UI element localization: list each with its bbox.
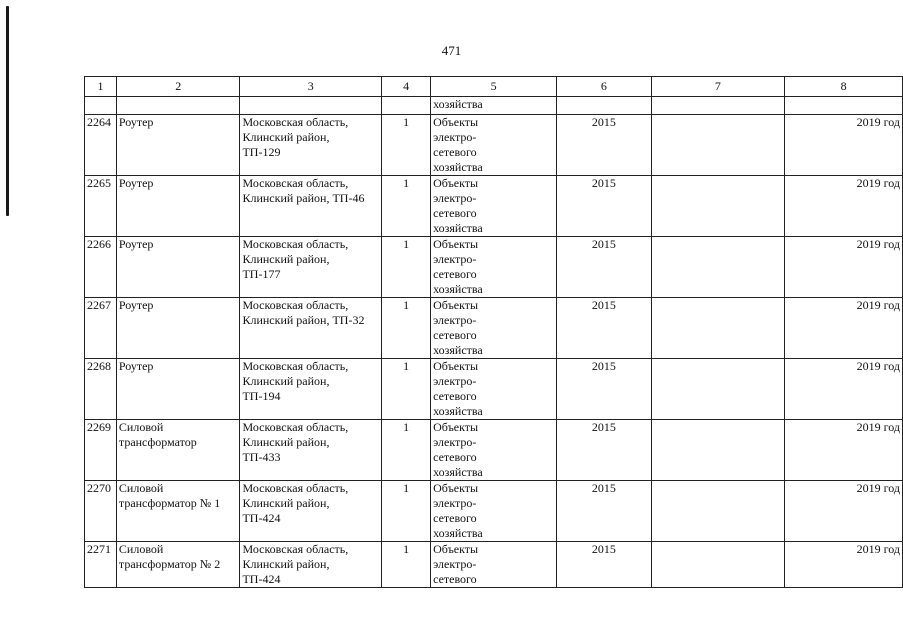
empty-cell — [651, 115, 785, 176]
date-cell: 2019 год — [785, 298, 903, 359]
cell-line: электро- — [433, 252, 477, 266]
row-number-cell: 2267 — [85, 298, 117, 359]
table-row — [85, 481, 903, 542]
column-header: 7 — [651, 77, 785, 97]
date-cell: 2019 год — [785, 115, 903, 176]
cell-line: хозяйства — [433, 97, 483, 111]
table-row — [85, 176, 903, 237]
cell-line: электро- — [433, 496, 477, 510]
column-header: 4 — [382, 77, 431, 97]
cell-line: хозяйства — [433, 282, 483, 296]
cell-line: Московская область, — [242, 481, 349, 495]
quantity-cell: 1 — [382, 481, 431, 542]
row-number-cell: 2269 — [85, 420, 117, 481]
cell-line: сетевого — [433, 145, 477, 159]
row-number-cell: 2268 — [85, 359, 117, 420]
cell-line: Силовой — [118, 542, 164, 556]
row-number-cell: 2270 — [85, 481, 117, 542]
category-cell — [431, 298, 557, 359]
cell-line: Объекты — [433, 359, 479, 373]
cell-line: Клинский район, — [242, 130, 330, 144]
quantity-cell: 1 — [382, 542, 431, 588]
cell-line: Московская область, — [242, 237, 349, 251]
cell-line: Объекты — [433, 115, 479, 129]
cell-line: Роутер — [118, 298, 154, 312]
date-cell: 2019 год — [785, 176, 903, 237]
cell-line: ТП-424 — [242, 511, 281, 525]
year-cell: 2015 — [557, 237, 651, 298]
cell-line: хозяйства — [433, 221, 483, 235]
year-cell: 2015 — [557, 420, 651, 481]
column-header: 8 — [785, 77, 903, 97]
cell-line: Клинский район, — [242, 252, 330, 266]
table-cell — [240, 97, 382, 115]
cell-line: Объекты — [433, 542, 479, 556]
category-cell — [431, 359, 557, 420]
address-cell — [240, 115, 382, 176]
cell-line: Клинский район, ТП-46 — [242, 191, 365, 205]
column-header: 6 — [557, 77, 651, 97]
cell-line: Клинский район, — [242, 374, 330, 388]
cell-line: Силовой — [118, 481, 164, 495]
address-cell — [240, 176, 382, 237]
year-cell: 2015 — [557, 481, 651, 542]
cell-line: ТП-194 — [242, 389, 281, 403]
item-name-cell — [116, 420, 240, 481]
item-name-cell — [116, 542, 240, 588]
table-row — [85, 237, 903, 298]
cell-line: Клинский район, ТП-32 — [242, 313, 365, 327]
date-cell: 2019 год — [785, 542, 903, 588]
empty-cell — [651, 481, 785, 542]
cell-line: трансформатор № 1 — [118, 496, 221, 510]
cell-line: электро- — [433, 374, 477, 388]
table-cell — [382, 97, 431, 115]
year-cell: 2015 — [557, 176, 651, 237]
cell-line: ТП-129 — [242, 145, 281, 159]
empty-cell — [651, 542, 785, 588]
category-cell — [431, 97, 557, 115]
row-number-cell: 2264 — [85, 115, 117, 176]
cell-line: электро- — [433, 557, 477, 571]
item-name-cell — [116, 176, 240, 237]
item-name-cell — [116, 115, 240, 176]
quantity-cell: 1 — [382, 115, 431, 176]
cell-line: Московская область, — [242, 420, 349, 434]
cell-line: трансформатор № 2 — [118, 557, 221, 571]
column-header: 3 — [240, 77, 382, 97]
category-cell — [431, 481, 557, 542]
cell-line: Роутер — [118, 359, 154, 373]
quantity-cell: 1 — [382, 298, 431, 359]
year-cell: 2015 — [557, 359, 651, 420]
cell-line: электро- — [433, 435, 477, 449]
table-header-row — [85, 77, 903, 97]
table-cell — [85, 97, 117, 115]
column-header: 2 — [116, 77, 240, 97]
date-cell: 2019 год — [785, 420, 903, 481]
cell-line: сетевого — [433, 511, 477, 525]
cell-line: ТП-433 — [242, 450, 281, 464]
cell-line: хозяйства — [433, 343, 483, 357]
item-name-cell — [116, 481, 240, 542]
address-cell — [240, 481, 382, 542]
cell-line: Силовой — [118, 420, 164, 434]
category-cell — [431, 176, 557, 237]
category-cell — [431, 237, 557, 298]
row-number-cell: 2271 — [85, 542, 117, 588]
cell-line: ТП-177 — [242, 267, 281, 281]
table-row — [85, 542, 903, 588]
item-name-cell — [116, 359, 240, 420]
cell-line: сетевого — [433, 572, 477, 586]
cell-line: сетевого — [433, 267, 477, 281]
cell-line: Клинский район, — [242, 435, 330, 449]
quantity-cell: 1 — [382, 176, 431, 237]
column-header: 1 — [85, 77, 117, 97]
cell-line: сетевого — [433, 206, 477, 220]
cell-line: трансформатор — [118, 435, 197, 449]
empty-cell — [651, 176, 785, 237]
address-cell — [240, 420, 382, 481]
date-cell: 2019 год — [785, 237, 903, 298]
category-cell — [431, 115, 557, 176]
category-cell — [431, 420, 557, 481]
date-cell: 2019 год — [785, 481, 903, 542]
year-cell: 2015 — [557, 542, 651, 588]
cell-line: Московская область, — [242, 359, 349, 373]
item-name-cell — [116, 237, 240, 298]
cell-line: Московская область, — [242, 542, 349, 556]
row-number-cell: 2266 — [85, 237, 117, 298]
asset-table — [84, 76, 903, 588]
table-cell — [651, 97, 785, 115]
cell-line: сетевого — [433, 389, 477, 403]
binding-margin-line — [6, 6, 9, 216]
row-number-cell: 2265 — [85, 176, 117, 237]
empty-cell — [651, 420, 785, 481]
year-cell: 2015 — [557, 115, 651, 176]
item-name-cell — [116, 298, 240, 359]
cell-line: электро- — [433, 130, 477, 144]
table-row — [85, 420, 903, 481]
cell-line: хозяйства — [433, 404, 483, 418]
table-row — [85, 115, 903, 176]
cell-line: Московская область, — [242, 176, 349, 190]
cell-line: Объекты — [433, 237, 479, 251]
column-header: 5 — [431, 77, 557, 97]
cell-line: хозяйства — [433, 465, 483, 479]
table-cell — [785, 97, 903, 115]
cell-line: Клинский район, — [242, 496, 330, 510]
quantity-cell: 1 — [382, 420, 431, 481]
address-cell — [240, 237, 382, 298]
empty-cell — [651, 237, 785, 298]
cell-line: Московская область, — [242, 115, 349, 129]
cell-line: электро- — [433, 313, 477, 327]
table-row — [85, 359, 903, 420]
table-body — [85, 77, 903, 588]
cell-line: сетевого — [433, 328, 477, 342]
table-row — [85, 298, 903, 359]
year-cell: 2015 — [557, 298, 651, 359]
cell-line: Роутер — [118, 237, 154, 251]
address-cell — [240, 298, 382, 359]
cell-line: хозяйства — [433, 526, 483, 540]
date-cell: 2019 год — [785, 359, 903, 420]
empty-cell — [651, 298, 785, 359]
address-cell — [240, 542, 382, 588]
empty-cell — [651, 359, 785, 420]
cell-line: сетевого — [433, 450, 477, 464]
table-cell — [557, 97, 651, 115]
table-cell — [116, 97, 240, 115]
quantity-cell: 1 — [382, 359, 431, 420]
cell-line: ТП-424 — [242, 572, 281, 586]
cell-line: Роутер — [118, 176, 154, 190]
cell-line: Объекты — [433, 298, 479, 312]
cell-line: Объекты — [433, 420, 479, 434]
quantity-cell: 1 — [382, 237, 431, 298]
page-number: 471 — [441, 43, 462, 58]
cell-line: хозяйства — [433, 160, 483, 174]
cell-line: Объекты — [433, 481, 479, 495]
cell-line: Объекты — [433, 176, 479, 190]
cell-line: Клинский район, — [242, 557, 330, 571]
address-cell — [240, 359, 382, 420]
category-cell — [431, 542, 557, 588]
cell-line: Роутер — [118, 115, 154, 129]
cell-line: электро- — [433, 191, 477, 205]
cell-line: Московская область, — [242, 298, 349, 312]
continued-row — [85, 97, 903, 115]
